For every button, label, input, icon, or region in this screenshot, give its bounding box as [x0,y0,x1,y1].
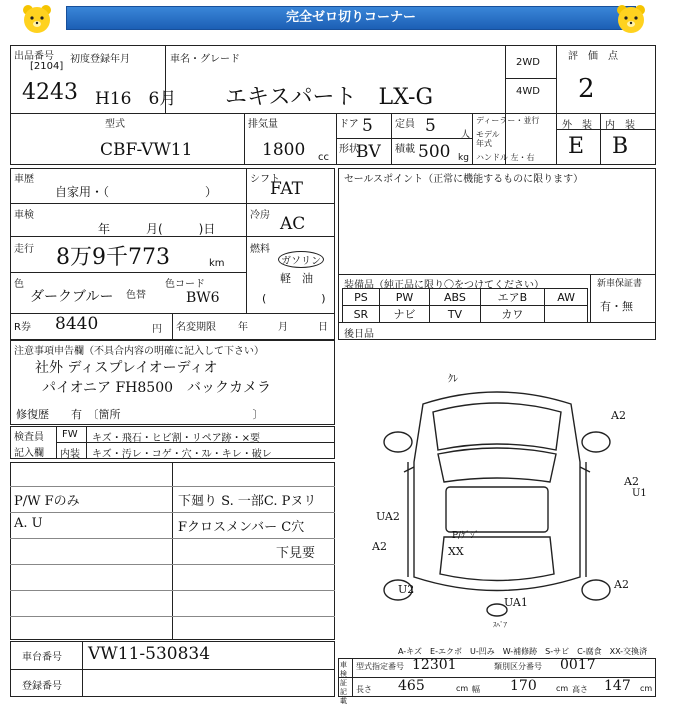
model-year-label: モデル年式 [476,130,500,148]
interior-label: 内 装 [605,120,635,131]
fuel-other-option: ( ) [262,292,326,305]
ruled-line [10,512,335,513]
lot-number-value: 4243 [22,80,78,105]
divider [590,274,591,322]
equip-aw: AW [545,289,588,306]
ruled-line [10,616,335,617]
load-unit: kg [458,153,469,163]
damage-mark-rf-door-2: U1 [632,488,647,499]
equip-airbag: エアB [480,289,545,306]
shift-value: FAT [270,179,304,199]
mileage-unit: km [209,258,225,269]
divider [336,113,337,165]
sales-point-label: セールスポイント（正常に機能するものに限ります） [344,174,584,185]
fw-label: FW [62,429,78,440]
color-code-value: BW6 [186,290,220,306]
interior-check-items: キズ・汚レ・コゲ・穴・ｽﾚ・キレ・破レ [92,449,272,460]
color-code-label: 色コード [165,279,205,290]
length-value: 465 [398,678,425,694]
banner-title: 完全ゼロ切りコーナー [66,6,636,30]
notes-label: 注意事項申告欄（不具合内容の明確に記入して下さい） [14,346,264,357]
model-code-value: CBF-VW11 [100,140,193,160]
damage-mark-center-2: XX [448,545,464,558]
equip-empty [545,306,588,323]
divider [600,113,601,165]
body-shape-value: BV [356,142,381,162]
mileage-value: 8万9千773 [56,245,170,270]
type-designation-value: 12301 [412,657,457,673]
comment-left-2: A. U [14,516,43,531]
divider [10,272,246,273]
first-registration-label: 初度登録年月 [70,54,130,65]
fuel-gasoline-option: ガソリン [278,251,324,268]
grade-score-value: 2 [578,74,595,104]
handle-label: ハンドル 左・右 [476,153,535,162]
damage-mark-rr: A2 [614,578,629,591]
color-value: ダークブルー [30,289,114,305]
classification-label: 類別区分番号 [494,662,542,671]
grade-label: 評 価 点 [568,51,618,62]
divider [82,641,83,697]
displacement-label: 排気量 [248,119,278,130]
fw-items: キズ・飛石・ヒビ割・リペア跡・×要 [92,433,260,444]
width-unit: cm [556,684,569,693]
exterior-grade-value: E [568,134,585,159]
capacity-value: 5 [425,116,436,136]
history-value: 自家用・（ ） [55,185,218,199]
divider [172,462,173,640]
exterior-label: 外 装 [562,120,592,131]
divider [246,168,247,313]
recycle-label: R券 [14,322,31,333]
damage-mark-rear: UA1 [504,596,528,609]
bear-mascot-icon [614,2,648,36]
damage-mark-lr: U2 [398,583,415,596]
color-change-label: 色替 [126,290,146,301]
recycle-unit: 円 [152,324,162,335]
damage-mark-front: ｸﾚ [448,374,458,385]
height-unit: cm [640,684,653,693]
name-change-deadline-label: 名変期限 [176,322,216,333]
interior-grade-value: B [612,134,629,159]
inspection-label: 車検 [14,210,34,221]
color-label: 色 [14,279,24,290]
classification-value: 0017 [560,657,596,673]
notes-line-1: 社外 ディスプレイオーディオ [35,360,218,376]
displacement-value: 1800 [262,140,306,160]
car-name-label: 車名・グレード [170,54,240,65]
length-label: 長さ [356,685,372,694]
warranty-value: 有・無 [600,300,633,313]
drive-4wd-option: 4WD [516,86,540,97]
damage-mark-lf-door: UA2 [376,510,400,523]
equip-sr: SR [343,306,380,323]
divider [556,45,557,165]
ac-value: AC [280,214,306,234]
width-label: 幅 [472,685,480,694]
ruled-line [10,564,335,565]
divider [336,138,472,139]
history-label: 車歴 [14,174,34,185]
equip-navi: ナビ [379,306,430,323]
body-shape-label: 形状 [339,144,359,155]
repair-history-label: 修復歴 有 〔箇所 〕 [16,408,264,421]
equip-ps: PS [343,289,380,306]
inspection-value: 年 月( )日 [98,222,216,236]
car-name-value: エキスパート LX-G [225,85,434,110]
divider [338,274,656,275]
divider [244,113,245,165]
capacity-label: 定員 [395,119,415,130]
lot-number-label: 出品番号 [14,51,54,62]
drive-2wd-option: 2WD [516,57,540,68]
displacement-unit: cc [318,152,329,163]
divider [10,203,335,204]
doors-value: 5 [362,116,373,136]
equip-pw: PW [379,289,430,306]
equip-abs: ABS [430,289,480,306]
divider [10,669,335,670]
chassis-number-value: VW11-530834 [88,644,211,664]
height-value: 147 [604,678,631,694]
comment-right-3: 下見要 [276,546,316,561]
dealer-label: ディーラー・並行 [476,116,540,125]
car-damage-diagram [338,342,656,632]
length-unit: cm [456,684,469,693]
ruled-line [10,590,335,591]
equipment-label: 装備品（純正品に限り〇をつけてください） [344,280,544,291]
equip-tv: TV [430,306,480,323]
equipment-table [342,288,588,323]
capacity-unit: 人 [461,130,471,140]
fuel-label: 燃料 [250,244,270,255]
fuel-diesel-option: 軽 油 [280,272,313,285]
ac-label: 冷房 [250,210,270,221]
damage-legend: A-キズ E-エクボ U-凹み W-補修跡 S-サビ C-腐食 XX-交換済 [398,647,648,656]
load-capacity-value: 500 [418,142,451,162]
mileage-label: 走行 [14,244,34,255]
chassis-number-label: 車台番号 [22,652,62,663]
divider [338,322,656,323]
ruled-line [10,538,335,539]
lot-sub-code: [2104] [30,61,64,72]
width-value: 170 [510,678,537,694]
divider [505,45,506,165]
damage-mark-fr: A2 [611,409,626,422]
comment-left-1: P/W Fのみ [14,494,80,509]
comment-right-2: Fクロスメンバー C穴 [178,520,305,535]
divider [505,78,556,79]
divider [172,313,173,340]
doors-label: ドア [339,119,359,130]
name-change-deadline-value: 年 月 日 [238,322,328,333]
first-registration-value: H16 6月 [95,89,177,109]
divider [472,113,473,165]
banner [0,0,700,40]
registration-number-label: 登録番号 [22,681,62,692]
height-label: 高さ [572,685,588,694]
bear-mascot-icon [20,2,54,36]
comment-right-1: 下廻り S. 一部C. Pヌリ [178,494,317,509]
warranty-label: 新車保証書 [597,279,643,289]
damage-mark-l-rocker: A2 [372,540,387,553]
shift-label: シフト [250,174,280,185]
equip-leather: カワ [480,306,545,323]
ruled-line [10,486,335,487]
type-designation-label: 型式指定番号 [356,662,404,671]
notes-line-2: パイオニア FH8500 バックカメラ [42,380,272,396]
entry-label: 記入欄 [14,448,44,459]
interior-check-label: 内装 [60,449,80,460]
damage-mark-center: P/ｹﾞｼﾞ [452,531,480,541]
recycle-value: 8440 [55,314,99,334]
model-code-label: 型式 [105,119,125,130]
divider [10,113,656,114]
damage-mark-rf-door: A2 [624,475,639,488]
spare-tire-label: ｽﾍﾞｱ [493,621,507,629]
inspector-label: 検査員 [14,432,44,443]
divider [391,113,392,165]
load-capacity-label: 積載 [395,144,415,155]
divider [352,658,353,697]
remarks-label: 後日品 [344,329,374,340]
certificate-label: 車検証記載 [340,661,347,705]
